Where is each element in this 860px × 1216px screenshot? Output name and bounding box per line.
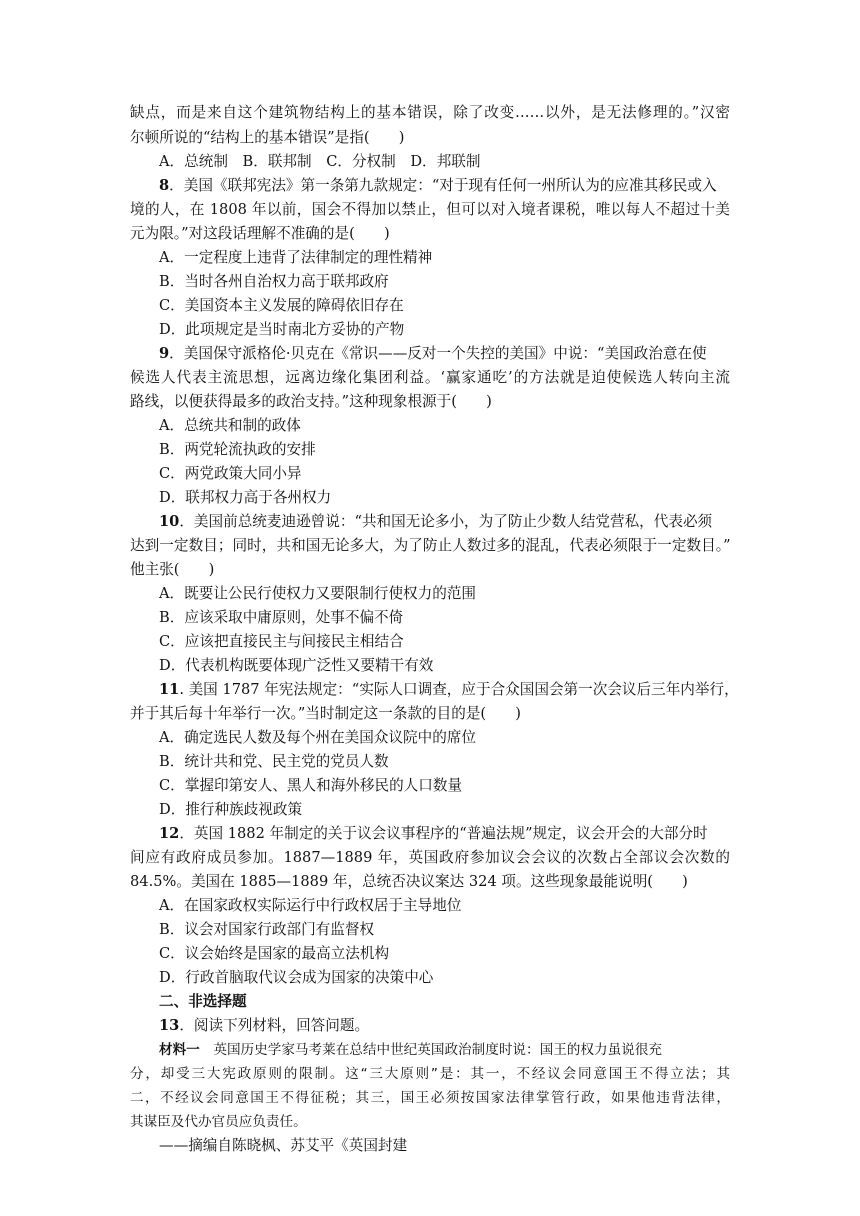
q9-stem-text: ．美国保守派格伦·贝克在《常识——反对一个失控的美国》中说：“美国政治意在使: [169, 345, 707, 362]
q12-option-d: D．行政首脑取代议会成为国家的决策中心: [159, 969, 434, 986]
q13-stem-text: ．阅读下列材料，回答问题。: [179, 1017, 370, 1034]
q10-option-c: C．应该把直接民主与间接民主相结合: [159, 633, 404, 650]
q9-stem-line-2: 候选人代表主流思想，远离边缘化集团利益。‘赢家通吃’的方法就是迫使候选人转向主流: [130, 369, 730, 386]
material-1-text: 英国历史学家马考莱在总结中世纪英国政治制度时说：国王的权力虽说很充: [199, 1042, 662, 1058]
material-1-label: 材料一: [159, 1042, 200, 1058]
q10-option-b: B．应该采取中庸原则，处事不偏不倚: [159, 609, 404, 626]
q7-stem-line-1: 缺点，而是来自这个建筑物结构上的基本错误，除了改变……以外，是无法修理的。”汉密: [130, 104, 730, 121]
q11-option-d: D．推行种族歧视政策: [159, 801, 303, 818]
q10-number: 10: [159, 513, 180, 530]
q8-stem-line-3: 元为限。”对这段话理解不准确的是( ): [130, 225, 390, 242]
q8-option-a: A．一定程度上违背了法律制定的理性精神: [159, 249, 433, 266]
q12-number: 12: [159, 825, 180, 842]
q8-number: 8: [159, 177, 170, 194]
material-1-line-4: 其谋臣及代办官员应负责任。: [130, 1114, 307, 1130]
q9-option-b: B．两党轮流执政的安排: [159, 441, 316, 458]
q9-option-a: A．总统共和制的政体: [159, 417, 301, 434]
q13-stem: [159, 1016, 369, 1036]
q10-option-d: D．代表机构既要体现广泛性又要精干有效: [159, 657, 434, 674]
q12-stem-line-1: [159, 824, 708, 844]
material-1-source: ——摘编自陈晓枫、苏艾平《英国封建: [159, 1137, 408, 1154]
q9-stem-line-3: 路线，以便获得最多的政治支持。”这种现象根源于( ): [130, 393, 492, 410]
q13-number: 13: [159, 1017, 180, 1034]
q12-option-c: C．议会始终是国家的最高立法机构: [159, 945, 390, 962]
q11-option-a: A．确定选民人数及每个州在美国众议院中的席位: [159, 729, 477, 746]
q9-option-d: D．联邦权力高于各州权力: [159, 489, 332, 506]
q9-stem-line-1: [159, 344, 707, 364]
q8-option-d: D．此项规定是当时南北方妥协的产物: [159, 321, 405, 338]
q7-options: A．总统制 B．联邦制 C．分权制 D．邦联制: [159, 153, 481, 170]
q12-stem-line-2: 间应有政府成员参加。1887—1889 年，英国政府参加议会会议的次数占全部议会次数的: [130, 849, 730, 866]
q9-option-c: C．两党政策大同小异: [159, 465, 302, 482]
q11-stem-line-1: [159, 680, 739, 700]
q7-stem-line-2: 尔顿所说的“结构上的基本错误”是指( ): [130, 129, 405, 146]
q8-stem-line-2: 境的人，在 1808 年以前，国会不得加以禁止，但可以对入境者课税，唯以每人不超过十美: [130, 201, 730, 218]
q10-option-a: A．既要让公民行使权力又要限制行使权力的范围: [159, 585, 477, 602]
q8-option-b: B．当时各州自治权力高于联邦政府: [159, 273, 389, 290]
material-1-line-1: [159, 1040, 662, 1060]
q8-stem-text: ．美国《联邦宪法》第一条第九款规定：“对于现有任何一州所认为的应准其移民或入: [169, 177, 717, 194]
q10-stem-text: ．美国前总统麦迪逊曾说：“共和国无论多小，为了防止少数人结党营私，代表必须: [179, 513, 713, 530]
q11-option-c: C．掌握印第安人、黑人和海外移民的人口数量: [159, 777, 463, 794]
material-1-line-2: 分，却受三大宪政原则的限制。这“三大原则”是：其一，不经议会同意国王不得立法；其: [130, 1066, 730, 1082]
q9-number: 9: [159, 345, 170, 362]
section-heading: 二、非选择题: [159, 993, 247, 1010]
q10-stem-line-2: 达到一定数目；同时，共和国无论多大，为了防止人数过多的混乱，代表必须限于一定数目。”: [130, 537, 730, 554]
q8-stem-line-1: [159, 176, 717, 196]
q11-number: 11: [159, 681, 180, 698]
q11-option-b: B．统计共和党、民主党的党员人数: [159, 753, 389, 770]
q10-stem-line-1: [159, 512, 712, 532]
material-1-line-3: 二，不经议会同意国王不得征税；其三，国王必须按国家法律掌管行政，如果他违背法律，: [130, 1090, 730, 1106]
q12-stem-line-3: 84.5%。美国在 1885—1889 年，总统否决议案达 324 项。这些现象最能说明( ): [130, 873, 688, 890]
q8-option-c: C．美国资本主义发展的障碍依旧存在: [159, 297, 404, 314]
q12-option-a: A．在国家政权实际运行中行政权居于主导地位: [159, 897, 462, 914]
q11-stem-line-2: 并于其后每十年举行一次。”当时制定这一条款的目的是( ): [130, 705, 521, 722]
q11-stem-text: . 美国 1787 年宪法规定：“实际人口调查，应于合众国国会第一次会议后三年内举行，: [179, 681, 739, 698]
q12-stem-text: ．英国 1882 年制定的关于议会议事程序的“普遍法规”规定，议会开会的大部分时: [179, 825, 708, 842]
q12-option-b: B．议会对国家行政部门有监督权: [159, 921, 375, 938]
q10-stem-line-3: 他主张( ): [130, 561, 215, 578]
